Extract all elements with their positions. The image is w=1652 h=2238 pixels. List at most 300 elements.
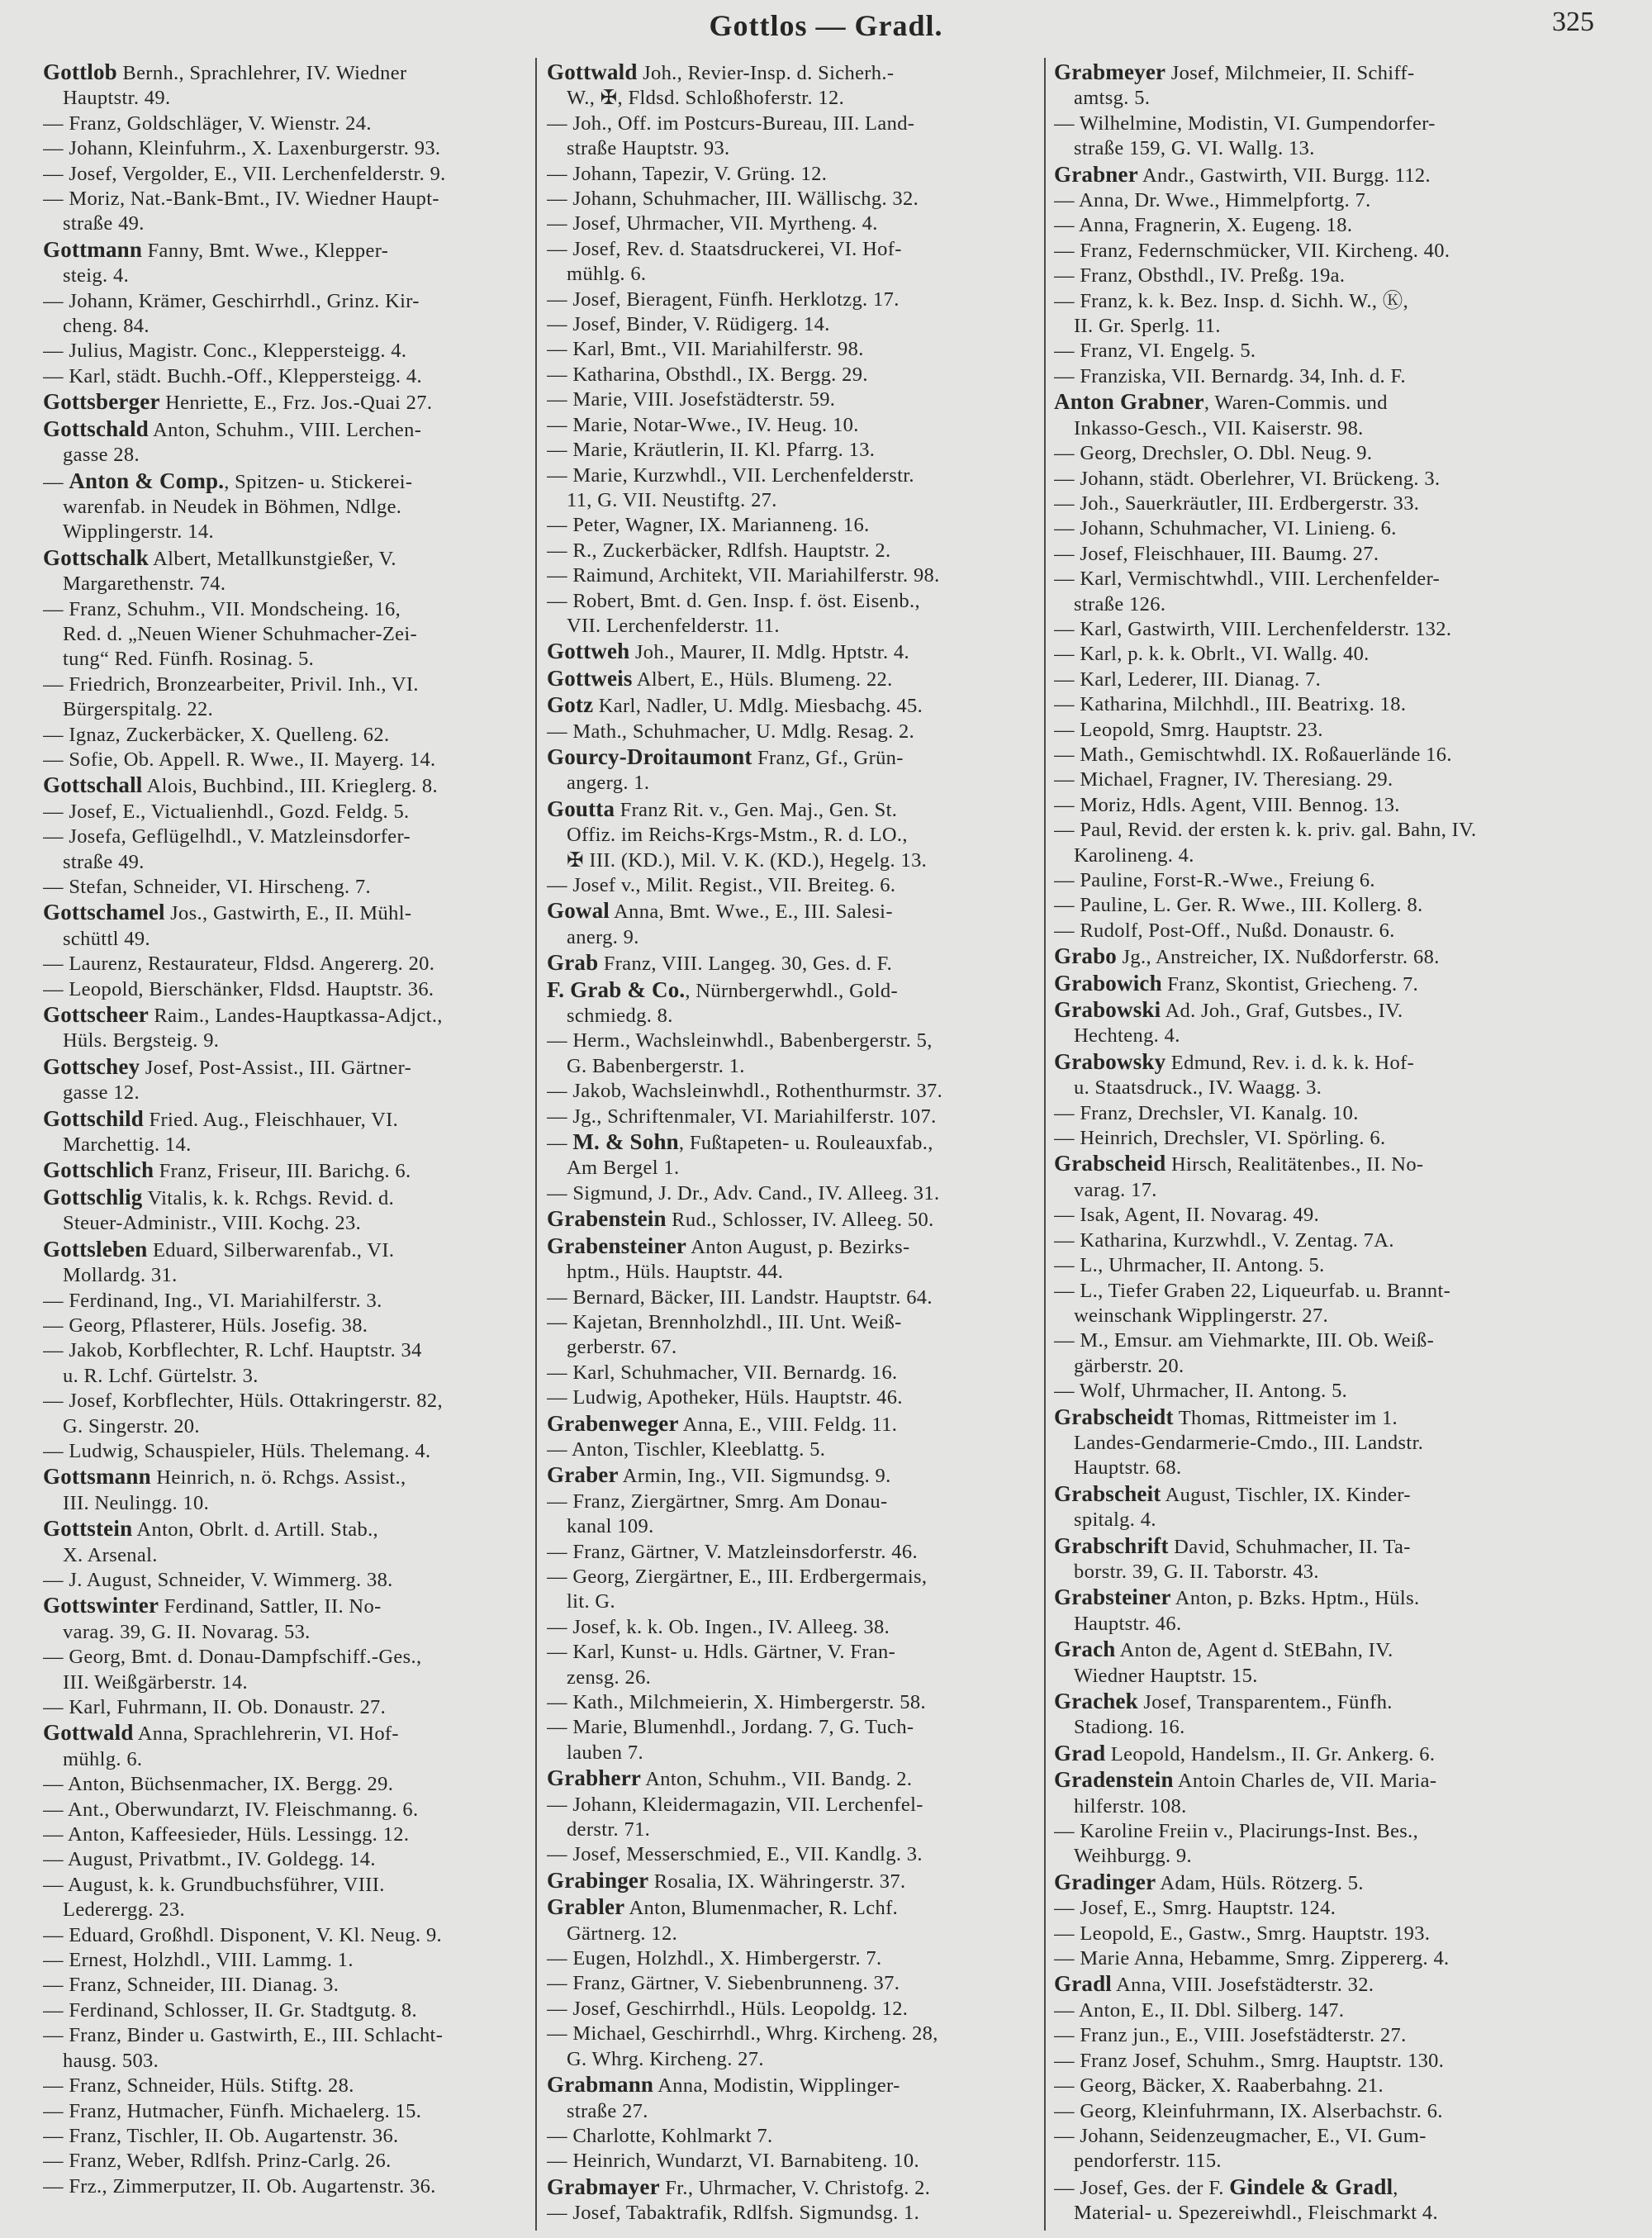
entry-name: Gottweh [547, 639, 630, 664]
entry-text: Anna, Sprachlehrerin, VI. Hof- [133, 1722, 399, 1746]
entry-name: Anton & Comp. [69, 468, 225, 493]
page-number: 325 [1552, 7, 1594, 37]
entry-name: Grabschrift [1054, 1532, 1169, 1558]
entry-name: Grabenweger [547, 1410, 679, 1436]
directory-subentry: — Jg., Schriftenmaler, VI. Mariahilferstr. 107. [547, 1105, 937, 1128]
entry-continuation: kanal 109. [567, 1515, 654, 1538]
entry-continuation: u. Staatsdruck., IV. Waagg. 3. [1074, 1076, 1322, 1100]
directory-subentry: — Karl, Lederer, III. Dianag. 7. [1054, 668, 1322, 691]
directory-entry [547, 744, 1038, 771]
directory-entry [1054, 997, 1616, 1024]
entry-continuation: Red. d. „Neuen Wiener Schuhmacher-Zei- [63, 622, 418, 645]
entry-text: , Waren-Commis. und [1203, 392, 1388, 415]
directory-subentry: — Moriz, Hdls. Agent, VIII. Bennog. 13. [1054, 793, 1400, 816]
entry-name: Gottscheer [43, 1002, 149, 1028]
directory-subentry: — Charlotte, Kohlmarkt 7. [547, 2124, 773, 2147]
page-header [0, 5, 1652, 46]
directory-subentry: — Karl, Fuhrmann, II. Ob. Donaustr. 27. [43, 1696, 387, 1718]
directory-subentry: — Sigmund, J. Dr., Adv. Cand., IV. Alleeg. 31. [547, 1181, 940, 1205]
entry-text: Franz, VIII. Langeg. 30, Ges. d. F. [598, 953, 893, 976]
entry-name: Grabherr [547, 1765, 642, 1791]
entry-continuation: schmiedg. 8. [567, 1005, 673, 1028]
directory-entry [43, 237, 530, 264]
entry-continuation: Hauptstr. 46. [1074, 1612, 1182, 1635]
directory-subentry: — Paul, Revid. der ersten k. k. priv. gal. Bahn, IV. [1054, 819, 1477, 842]
entry-continuation: Landes-Gendarmerie-Cmdo., III. Landstr. [1074, 1431, 1424, 1454]
entry-text: Anton, Obrlt. d. Artill. Stab., [132, 1518, 379, 1542]
entry-name: Grabinger [547, 1867, 649, 1893]
entry-continuation: mühlg. 6. [63, 1747, 143, 1770]
directory-subentry: — Franz, Weber, Rdlfsh. Prinz-Carlg. 26. [43, 2150, 392, 2173]
entry-text: Franz Rit. v., Gen. Maj., Gen. St. [615, 798, 898, 821]
directory-subentry: — Johann, Schuhmacher, III. Wällischg. 32. [547, 188, 919, 211]
entry-text: Jos., Gastwirth, E., II. Mühl- [164, 902, 412, 925]
directory-subentry: — Bernard, Bäcker, III. Landstr. Hauptstr. 64. [547, 1285, 933, 1309]
directory-entry [1054, 1767, 1616, 1794]
entry-continuation: Lederergg. 23. [63, 1898, 185, 1922]
entry-continuation: gerberstr. 67. [567, 1336, 677, 1359]
directory-entry [43, 545, 530, 572]
entry-name: Gottlob [43, 59, 117, 84]
entry-text: Joh., Revier-Insp. d. Sicherh.- [637, 62, 895, 84]
directory-entry [1054, 971, 1616, 997]
directory-entry [547, 59, 1038, 86]
entry-name: Grabscheidt [1054, 1404, 1174, 1429]
entry-text: Anton, Schuhm., VIII. Lerchen- [149, 418, 422, 441]
directory-subentry: — Georg, Drechsler, O. Dbl. Neug. 9. [1054, 442, 1373, 465]
directory-entry [43, 1516, 530, 1542]
directory-subentry: — Ignaz, Zuckerbäcker, X. Quelleng. 62. [43, 723, 390, 746]
directory-subentry: — Kath., Milchmeierin, X. Himbergerstr. 58. [547, 1691, 926, 1713]
entry-text: Anton August, p. Bezirks- [686, 1235, 910, 1258]
entry-continuation: II. Gr. Sperlg. 11. [1074, 315, 1221, 338]
directory-subentry: — Franz, Schuhm., VII. Mondscheing. 16, [43, 597, 401, 620]
directory-subentry: — Kajetan, Brennholzhdl., III. Unt. Weiß- [547, 1310, 902, 1333]
directory-subentry: — Josef, k. k. Ob. Ingen., IV. Alleeg. 38. [547, 1615, 890, 1638]
directory-subentry: — Josef, Tabaktrafik, Rdlfsh. Sigmundsg. 1. [547, 2202, 920, 2225]
entry-text: Anna, Bmt. Wwe., E., III. Salesi- [610, 900, 893, 924]
entry-name: M. & Sohn [572, 1129, 679, 1155]
directory-entry [1054, 1049, 1616, 1076]
entry-text: Josef, Post-Assist., III. Gärtner- [140, 1056, 412, 1079]
entry-continuation: ✠ III. (KD.), Mil. V. K. (KD.), Hegelg. 13. [567, 848, 928, 872]
directory-subentry: — Marie, Kurzwhdl., VII. Lerchenfelderstr. [547, 463, 914, 487]
directory-subentry: — Anton, E., II. Dbl. Silberg. 147. [1054, 1998, 1345, 2022]
entry-name: Gottwald [43, 1720, 134, 1746]
directory-entry [43, 1054, 530, 1081]
directory-subentry: — Karl, Bmt., VII. Mariahilferstr. 98. [547, 338, 864, 361]
directory-subentry: — Josef, Vergolder, E., VII. Lerchenfelderstr. 9. [43, 162, 446, 185]
directory-subentry: — Georg, Ziergärtner, E., III. Erdbergermais, [547, 1565, 928, 1588]
entry-name: Grad [1054, 1740, 1106, 1765]
entry-name: Gottsmann [43, 1464, 151, 1490]
directory-entry [43, 1185, 530, 1211]
directory-subentry: — Karl, Kunst- u. Hdls. Gärtner, V. Fran- [547, 1641, 896, 1664]
entry-name: Gottschey [43, 1053, 140, 1079]
entry-text: , Nürnbergerwhdl., Gold- [685, 979, 899, 1002]
entry-continuation: III. Weißgärberstr. 14. [63, 1670, 249, 1694]
directory-entry [1054, 1741, 1616, 1767]
directory-subentry: — Anna, Fragnerin, X. Eugeng. 18. [1054, 214, 1353, 237]
entry-name: Graber [547, 1462, 619, 1488]
directory-subentry: — Herm., Wachsleinwhdl., Babenbergerstr. 5, [547, 1029, 933, 1052]
entry-continuation: pendorferstr. 115. [1074, 2150, 1222, 2173]
entry-name: Gottmann [43, 236, 143, 262]
entry-continuation: Am Bergel 1. [567, 1157, 680, 1180]
directory-subentry: — Franz, Schneider, Hüls. Stiftg. 28. [43, 2074, 354, 2098]
directory-subentry: — Josef, Fleischhauer, III. Baumg. 27. [1054, 542, 1379, 565]
entry-continuation: Karolineng. 4. [1074, 843, 1194, 867]
entry-continuation: straße 159, G. VI. Wallg. 13. [1074, 137, 1315, 160]
directory-subentry: — Georg, Bäcker, X. Raaberbahng. 21. [1054, 2074, 1384, 2098]
directory-subentry: — Franz, Federnschmücker, VII. Kircheng. 40. [1054, 239, 1450, 262]
entry-continuation: straße 126. [1074, 592, 1166, 615]
directory-subentry: — Josef, Messerschmied, E., VII. Kandlg. 3. [547, 1843, 923, 1866]
directory-entry [43, 772, 530, 799]
entry-continuation: spitalg. 4. [1074, 1509, 1156, 1532]
entry-continuation: anerg. 9. [567, 925, 639, 948]
directory-subentry: — Marie, VIII. Josefstädterstr. 59. [547, 388, 836, 411]
directory-entry [43, 1593, 530, 1619]
directory-subentry: — R., Zuckerbäcker, Rdlfsh. Hauptstr. 2. [547, 539, 891, 562]
directory-entry [547, 1411, 1038, 1437]
directory-subentry: — Johann, Krämer, Geschirrhdl., Grinz. Kir- [43, 289, 420, 312]
directory-subentry: — Wilhelmine, Modistin, VI. Gumpendorfer- [1054, 112, 1436, 135]
directory-subentry: — Math., Schuhmacher, U. Mdlg. Resag. 2. [547, 720, 915, 743]
entry-continuation: Margarethenstr. 74. [63, 573, 226, 596]
directory-subentry: — Karl, p. k. k. Obrlt., VI. Wallg. 40. [1054, 643, 1370, 666]
entry-text: Rosalia, IX. Währingerstr. 37. [648, 1870, 906, 1893]
entry-continuation: VII. Lerchenfelderstr. 11. [567, 614, 780, 637]
entry-name: Grabmeyer [1054, 59, 1166, 84]
entry-continuation: Inkasso-Gesch., VII. Kaiserstr. 98. [1074, 416, 1364, 440]
entry-text: Antoin Charles de, VII. Maria- [1173, 1770, 1437, 1793]
entry-continuation: straße Hauptstr. 93. [567, 137, 730, 160]
entry-continuation: borstr. 39, G. II. Taborstr. 43. [1074, 1560, 1319, 1583]
entry-name: Grachek [1054, 1689, 1138, 1713]
directory-entry [43, 900, 530, 926]
directory-subentry: — Katharina, Kurzwhdl., V. Zentag. 7A. [1054, 1228, 1394, 1252]
entry-continuation: hilferstr. 108. [1074, 1794, 1187, 1817]
directory-entry [43, 1106, 530, 1133]
entry-text: Joh., Maurer, II. Mdlg. Hptstr. 4. [629, 641, 909, 664]
entry-continuation: gasse 28. [63, 444, 140, 467]
entry-continuation: mühlg. 6. [567, 263, 647, 286]
directory-entry [1054, 59, 1616, 86]
entry-name: Gottsleben [43, 1236, 148, 1262]
entry-text: David, Schuhmacher, II. Ta- [1168, 1535, 1411, 1558]
entry-text: Anna, E., VIII. Feldg. 11. [678, 1413, 898, 1436]
directory-entry [547, 2174, 1038, 2201]
entry-continuation: hptm., Hüls. Hauptstr. 44. [567, 1261, 784, 1284]
entry-continuation: Steuer-Administr., VIII. Kochg. 23. [63, 1212, 362, 1235]
directory-subentry: — Georg, Pflasterer, Hüls. Josefig. 38. [43, 1314, 368, 1337]
directory-subentry: — Leopold, Bierschänker, Fldsd. Hauptstr. 36. [43, 977, 434, 1000]
directory-subentry: — Franz, Hutmacher, Fünfh. Michaelerg. 15. [43, 2099, 422, 2122]
entry-text: Anton, p. Bzks. Hptm., Hüls. [1170, 1587, 1420, 1610]
directory-subentry: — Karl, Vermischtwhdl., VIII. Lerchenfelder- [1054, 568, 1441, 591]
entry-text: Franz, Friseur, III. Barichg. 6. [154, 1160, 411, 1183]
directory-subentry: — Franz, Goldschläger, V. Wienstr. 24. [43, 112, 372, 135]
entry-continuation: Hüls. Bergsteig. 9. [63, 1029, 220, 1052]
entry-text: Fr., Uhrmacher, V. Christofg. 2. [659, 2176, 931, 2199]
directory-entry [547, 796, 1038, 823]
entry-continuation: Marchettig. 14. [63, 1133, 192, 1157]
directory-entry [43, 1237, 530, 1263]
directory-subentry: — Frz., Zimmerputzer, II. Ob. Augartenstr. 36. [43, 2174, 436, 2198]
directory-entry [1054, 1151, 1616, 1177]
column-divider [535, 58, 537, 2231]
directory-subentry: — Julius, Magistr. Conc., Kleppersteigg. 4. [43, 340, 407, 363]
entry-name: Gottstein [43, 1516, 133, 1542]
entry-continuation: weinschank Wipplingerstr. 27. [1074, 1304, 1329, 1327]
entry-text: Armin, Ing., VII. Sigmundsg. 9. [618, 1465, 891, 1488]
entry-text: Alois, Buchbind., III. Krieglerg. 8. [142, 775, 438, 798]
directory-entry [43, 1002, 530, 1029]
directory-subentry: — Josef, Korbflechter, Hüls. Ottakringerstr. 82, [43, 1390, 443, 1413]
entry-continuation: amtsg. 5. [1074, 87, 1151, 110]
directory-subentry: — Anton, Kaffeesieder, Hüls. Lessingg. 12. [43, 1823, 410, 1846]
directory-entry [43, 416, 530, 443]
directory-subentry: — Leopold, Smrg. Hauptstr. 23. [1054, 718, 1323, 741]
entry-continuation: Stadiong. 16. [1074, 1716, 1185, 1739]
entry-name: Grabowsky [1054, 1048, 1166, 1074]
directory-subentry: — Michael, Fragner, IV. Theresiang. 29. [1054, 768, 1393, 791]
directory-column-3 [1054, 59, 1616, 2226]
directory-subentry: — Marie, Kräutlerin, II. Kl. Pfarrg. 13. [547, 439, 876, 462]
directory-subentry: — Ferdinand, Ing., VI. Mariahilferstr. 3. [43, 1289, 382, 1312]
entry-name: Grabo [1054, 943, 1118, 969]
directory-subentry: — Franz, Ziergärtner, Smrg. Am Donau- [547, 1490, 888, 1513]
entry-name: Gottschlich [43, 1157, 154, 1183]
entry-text: , Fußtapeten- u. Rouleauxfab., [678, 1132, 933, 1155]
entry-text: Andr., Gastwirth, VII. Burgg. 112. [1137, 164, 1431, 187]
entry-text: — [43, 470, 69, 493]
entry-continuation: Hechteng. 4. [1074, 1024, 1180, 1048]
entry-continuation: u. R. Lchf. Gürtelstr. 3. [63, 1364, 259, 1387]
entry-continuation: Hauptstr. 49. [63, 87, 171, 110]
directory-subentry: — Josef, Binder, V. Rüdigerg. 14. [547, 313, 830, 336]
directory-subentry: — Wolf, Uhrmacher, II. Antong. 5. [1054, 1380, 1348, 1403]
directory-subentry: — Franz, k. k. Bez. Insp. d. Sichh. W., Ⓚ, [1054, 289, 1409, 312]
directory-subentry: — Heinrich, Drechsler, VI. Spörling. 6. [1054, 1127, 1386, 1150]
directory-subentry: — Karoline Freiin v., Placirungs-Inst. Bes., [1054, 1820, 1419, 1843]
directory-subentry: — Robert, Bmt. d. Gen. Insp. f. öst. Eisenb., [547, 589, 920, 612]
entry-name: Gottwald [547, 59, 638, 84]
entry-name: Grabscheit [1054, 1480, 1161, 1506]
entry-name: Gottsberger [43, 389, 160, 415]
directory-subentry: — Josef, Uhrmacher, VII. Myrtheng. 4. [547, 212, 878, 235]
directory-subentry: — M., Emsur. am Viehmarkte, III. Ob. Weiß- [1054, 1329, 1435, 1352]
directory-subentry: — Joh., Sauerkräutler, III. Erdbergerstr. 33. [1054, 492, 1420, 515]
directory-subentry: — Eduard, Großhdl. Disponent, V. Kl. Neug. 9. [43, 1923, 443, 1946]
entry-name: Grabler [547, 1894, 625, 1920]
directory-subentry: — Jakob, Korbflechter, R. Lchf. Hauptstr. 34 [43, 1339, 422, 1362]
directory-subentry: — Karl, Schuhmacher, VII. Bernardg. 16. [547, 1361, 898, 1384]
directory-entry [547, 1462, 1038, 1489]
entry-name: Gotz [547, 692, 594, 718]
directory-subentry: — Franz, Gärtner, V. Matzleinsdorferstr. 46. [547, 1540, 918, 1563]
entry-continuation: G. Singerstr. 20. [63, 1414, 200, 1437]
entry-text: Anton, Blumenmacher, R. Lchf. [624, 1897, 899, 1920]
entry-name: Gindele & Gradl [1229, 2174, 1393, 2199]
directory-entry [547, 898, 1038, 924]
entry-text: Anton de, Agent d. StEBahn, IV. [1115, 1639, 1393, 1662]
entry-name: Grabmann [547, 2072, 654, 2098]
directory-subentry: — Franz, VI. Engelg. 5. [1054, 340, 1256, 363]
directory-entry [1054, 943, 1616, 970]
entry-text: — Josef, Ges. der F. [1054, 2176, 1230, 2199]
directory-subentry: — Peter, Wagner, IX. Marianneng. 16. [547, 514, 870, 537]
entry-text: Franz, Skontist, Griecheng. 7. [1161, 972, 1419, 995]
directory-entry [1054, 389, 1616, 416]
entry-name: Goutta [547, 796, 615, 821]
entry-name: Gradenstein [1054, 1767, 1174, 1793]
directory-subentry: — Josef, Bieragent, Fünfh. Herklotzg. 17. [547, 287, 900, 311]
directory-subentry: — Pauline, L. Ger. R. Wwe., III. Kollerg. 8. [1054, 894, 1423, 917]
entry-text: Karl, Nadler, U. Mdlg. Miesbachg. 45. [593, 695, 923, 718]
entry-continuation: derstr. 71. [567, 1818, 651, 1841]
entry-name: Gottschall [43, 772, 143, 798]
directory-subentry: — Marie, Blumenhdl., Jordang. 7, G. Tuch- [547, 1716, 914, 1739]
directory-subentry: — Johann, Schuhmacher, VI. Linieng. 6. [1054, 517, 1397, 540]
directory-subentry: — Laurenz, Restaurateur, Fldsd. Angererg. 20. [43, 953, 435, 976]
entry-continuation: varag. 17. [1074, 1178, 1157, 1201]
directory-entry [547, 2072, 1038, 2098]
entry-name: Grab [547, 950, 599, 976]
entry-text: Anna, Modistin, Wipplinger- [653, 2074, 900, 2098]
entry-name: Grabscheid [1054, 1151, 1166, 1176]
entry-text: August, Tischler, IX. Kinder- [1161, 1483, 1411, 1506]
directory-entry [1054, 2174, 1616, 2201]
entry-continuation: cheng. 84. [63, 315, 150, 338]
entry-text: , Spitzen- u. Stickerei- [224, 470, 413, 493]
entry-text: Ferdinand, Sattler, II. No- [159, 1595, 382, 1618]
entry-continuation: G. Babenbergerstr. 1. [567, 1054, 745, 1077]
directory-subentry: — Johann, Tapezir, V. Grüng. 12. [547, 162, 828, 185]
entry-continuation: Mollardg. 31. [63, 1264, 178, 1287]
directory-subentry: — Sofie, Ob. Appell. R. Wwe., II. Mayerg. 14. [43, 748, 436, 771]
entry-continuation: lauben 7. [567, 1741, 643, 1764]
directory-entry [547, 1868, 1038, 1894]
entry-text: Edmund, Rev. i. d. k. k. Hof- [1165, 1051, 1415, 1074]
entry-continuation: Weihburgg. 9. [1074, 1845, 1192, 1868]
entry-text: Fried. Aug., Fleischhauer, VI. [144, 1108, 399, 1131]
entry-text: Anna, VIII. Josefstädterstr. 32. [1112, 1974, 1374, 1997]
entry-continuation: Hauptstr. 68. [1074, 1456, 1182, 1480]
directory-entry [547, 639, 1038, 665]
entry-text: Josef, Milchmeier, II. Schiff- [1165, 62, 1415, 84]
directory-subentry: — Franz, Gärtner, V. Siebenbrunneng. 37. [547, 1972, 900, 1995]
directory-entry [547, 1894, 1038, 1921]
entry-name: Gottschald [43, 416, 150, 441]
directory-entry [43, 1464, 530, 1490]
directory-subentry: — Franz, Binder u. Gastwirth, E., III. Schlacht- [43, 2024, 444, 2047]
entry-name: Grabowich [1054, 970, 1162, 995]
entry-continuation: Offiz. im Reichs-Krgs-Mstm., R. d. LO., [567, 824, 908, 847]
entry-continuation: G. Whrg. Kircheng. 27. [567, 2047, 764, 2070]
entry-name: Grabenstein [547, 1206, 667, 1232]
directory-subentry: — Heinrich, Wundarzt, VI. Barnabiteng. 10. [547, 2150, 919, 2173]
directory-entry [1054, 1585, 1616, 1611]
entry-name: Gowal [547, 898, 610, 924]
entry-continuation: varag. 39, G. II. Novarag. 53. [63, 1620, 311, 1643]
directory-subentry: — Josef, Geschirrhdl., Hüls. Leopoldg. 12. [547, 1997, 909, 2020]
entry-text: — [547, 1132, 573, 1155]
directory-subentry: — Rudolf, Post-Off., Nußd. Donaustr. 6. [1054, 919, 1395, 942]
directory-column-1 [43, 59, 530, 2199]
entry-text: Fanny, Bmt. Wwe., Klepper- [142, 239, 389, 262]
directory-entry [1054, 1870, 1616, 1896]
entry-text: Adam, Hüls. Rötzerg. 5. [1156, 1871, 1364, 1894]
entry-name: Grabowski [1054, 997, 1161, 1023]
entry-continuation: straße 27. [567, 2099, 648, 2122]
entry-text: Leopold, Handelsm., II. Gr. Ankerg. 6. [1105, 1742, 1436, 1765]
directory-entry [43, 468, 530, 495]
entry-name: Gottschlig [43, 1184, 143, 1209]
directory-entry [43, 389, 530, 416]
column-divider [1044, 58, 1046, 2231]
entry-continuation: hausg. 503. [63, 2049, 159, 2072]
entry-continuation: gärberstr. 20. [1074, 1354, 1184, 1377]
directory-entry [547, 950, 1038, 976]
directory-entry [43, 1720, 530, 1746]
directory-entry [547, 1129, 1038, 1156]
directory-subentry: — J. August, Schneider, V. Wimmerg. 38. [43, 1568, 393, 1591]
directory-subentry: — Raimund, Architekt, VII. Mariahilferstr. 98. [547, 564, 940, 587]
entry-text: Franz, Gf., Grün- [752, 746, 904, 769]
entry-continuation: 11, G. VII. Neustiftg. 27. [567, 488, 777, 511]
directory-subentry: — Franz, Obsthdl., IV. Preßg. 19a. [1054, 264, 1346, 287]
directory-column-2 [547, 59, 1038, 2226]
entry-name: Gottschamel [43, 900, 165, 925]
directory-subentry: — Josef, E., Victualienhdl., Gozd. Feldg. 5. [43, 800, 410, 823]
entry-continuation: Gärtnerg. 12. [567, 1922, 678, 1945]
directory-subentry: — Joh., Off. im Postcurs-Bureau, III. Land- [547, 112, 915, 135]
directory-subentry: — Ludwig, Apotheker, Hüls. Hauptstr. 46. [547, 1386, 903, 1409]
directory-subentry: — Franz jun., E., VIII. Josefstädterstr. 27. [1054, 2024, 1407, 2047]
running-head: Gottlos — Gradl. [709, 9, 943, 42]
directory-subentry: — Pauline, Forst-R.-Wwe., Freiung 6. [1054, 869, 1375, 891]
directory-subentry: — August, Privatbmt., IV. Goldegg. 14. [43, 1848, 376, 1871]
directory-entry [43, 1157, 530, 1184]
entry-name: Grabsteiner [1054, 1585, 1171, 1610]
directory-subentry: — L., Tiefer Graben 22, Liqueurfab. u. Brannt- [1054, 1279, 1451, 1302]
entry-continuation: Material- u. Spezereiwhdl., Fleischmarkt 4. [1074, 2202, 1438, 2225]
entry-text: Albert, E., Hüls. Blumeng. 22. [632, 668, 893, 691]
directory-entry [547, 692, 1038, 719]
directory-subentry: — Johann, Kleinfuhrm., X. Laxenburgerstr. 93. [43, 137, 441, 160]
entry-text: Albert, Metallkunstgießer, V. [149, 547, 396, 570]
entry-text: Bernh., Sprachlehrer, IV. Wiedner [116, 62, 407, 84]
entry-text: Jg., Anstreicher, IX. Nußdorferstr. 68. [1117, 946, 1440, 969]
directory-subentry: — L., Uhrmacher, II. Antong. 5. [1054, 1254, 1325, 1277]
entry-continuation: Wiedner Hauptstr. 15. [1074, 1664, 1258, 1687]
directory-subentry: — Leopold, E., Gastw., Smrg. Hauptstr. 193. [1054, 1922, 1431, 1945]
directory-subentry: — Franz, Tischler, II. Ob. Augartenstr. 36. [43, 2124, 399, 2147]
directory-subentry: — Marie Anna, Hebamme, Smrg. Zippererg. 4. [1054, 1947, 1450, 1970]
entry-text: Thomas, Rittmeister im 1. [1173, 1406, 1398, 1429]
entry-text: Rud., Schlosser, IV. Alleeg. 50. [666, 1209, 934, 1232]
entry-text: Hirsch, Realitätenbes., II. No- [1165, 1153, 1424, 1176]
directory-subentry: — Josef, Rev. d. Staatsdruckerei, VI. Hof- [547, 237, 902, 260]
entry-continuation: Bürgerspitalg. 22. [63, 698, 214, 721]
entry-name: Gottschild [43, 1105, 145, 1131]
entry-name: Gottswinter [43, 1593, 159, 1618]
directory-subentry: — Karl, städt. Buchh.-Off., Kleppersteigg. 4. [43, 364, 422, 387]
entry-name: Grabner [1054, 161, 1138, 187]
entry-text: Raim., Landes-Hauptkassa-Adjct., [148, 1005, 443, 1028]
